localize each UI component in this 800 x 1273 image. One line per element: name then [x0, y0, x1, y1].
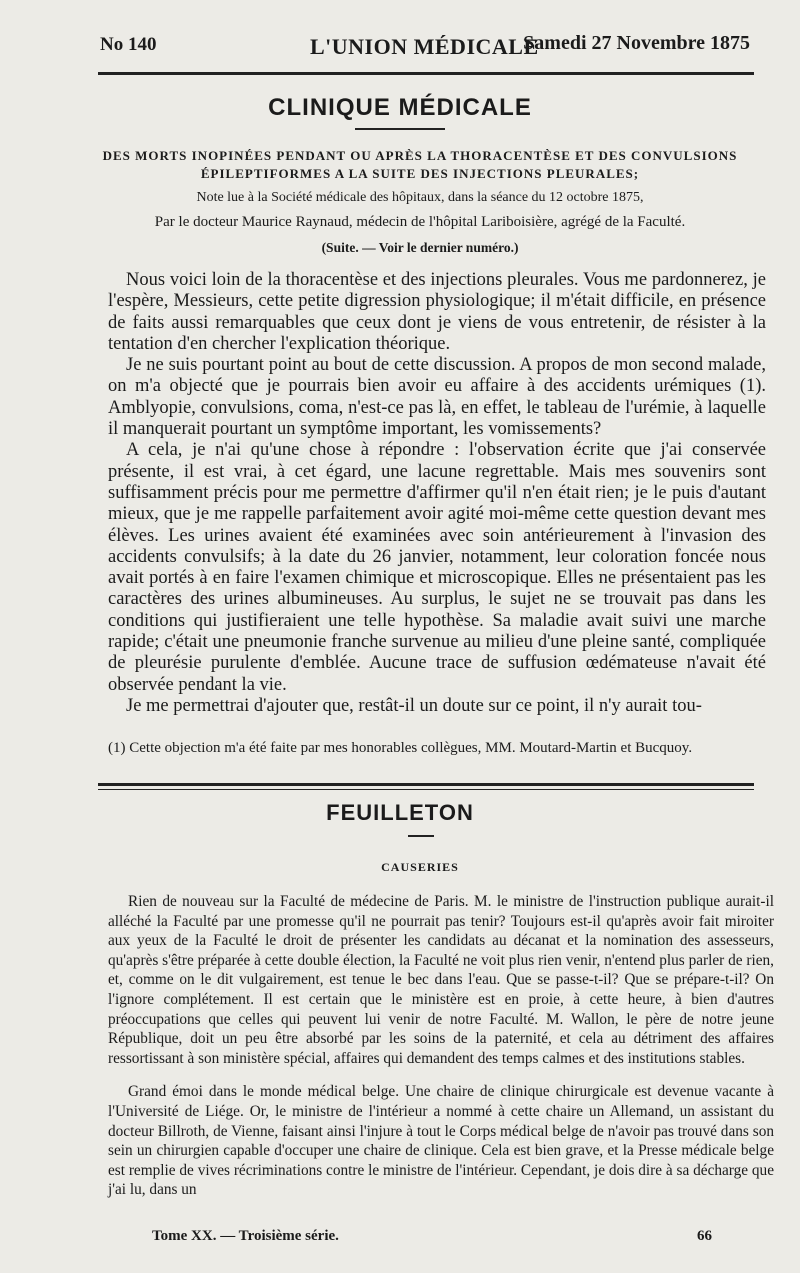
article-note: Note lue à la Société médicale des hôpitaux, dans la séance du 12 octobre 1875,: [196, 190, 644, 205]
issue-date: Samedi 27 Novembre 1875: [523, 32, 750, 54]
section-divider-top: [98, 783, 754, 786]
paragraph: Grand émoi dans le monde médical belge. Une chaire de clinique chirurgicale est devenue vacante à l'Université de Liége. Or, le ministre de l'intérieur a nommé à cette chaire un Allemand, un assistant du docteur Billroth, de Vienne, faisant ainsi l'injure à tout le Corps médical belge de n'avoir pas trouvé dans son sein un chirurgien capable d'occuper une chaire de clinique. Cela est bien grave, et la Presse médicale belge est remplie de vives récriminations contre le ministre de l'intérieur. Cependant, je dois dire à sa décharge que j'ai lu, dans un: [108, 1083, 774, 1199]
page-number: 66: [697, 1228, 712, 1244]
journal-title: L'UNION MÉDICALE: [310, 34, 539, 59]
paragraph: Je ne suis pourtant point au bout de cette discussion. A propos de mon second malade, on m'a objecté que je pourrais bien avoir eu affaire à des accidents urémiques (1). Amblyopie, convulsions, coma, n'est-ce pas là, en effet, le tableau de l'urémie, à laquelle il manquerait pourtant un symptôme important, les vomissements?: [108, 355, 766, 440]
article-author: Par le docteur Maurice Raynaud, médecin de l'hôpital Lariboisière, agrégé de la Faculté.: [154, 214, 686, 230]
article-title-line-1: DES MORTS INOPINÉES PENDANT OU APRÈS LA THORACENTÈSE ET DES CONVULSIONS: [102, 148, 738, 163]
title-underline: [355, 128, 445, 130]
feuilleton-subtitle: CAUSERIES: [381, 860, 459, 874]
feuilleton-underline: [408, 835, 434, 837]
paragraph: Nous voici loin de la thoracentèse et des injections pleurales. Vous me pardonnerez, je l'espère, Messieurs, cette petite digression physiologique; il m'était difficile, en présence de faits aussi remarquables que ceux dont je viens de vous entretenir, de résister à la tentation d'en chercher l'explication théorique.: [108, 270, 766, 354]
paragraph: A cela, je n'ai qu'une chose à répondre : l'observation écrite que j'ai conservée présente, il est vrai, à cet égard, une lacune regrettable. Mais mes souvenirs sont suffisamment précis pour me permettre d'affirmer qu'il n'en était rien; je le puis d'autant mieux, que je me rappelle parfaitement avoir agité moi-même cette question devant mes élèves. Les urines avaient été examinées avec soin antérieurement à l'invasion des accidents convulsifs; à la date du 26 janvier, notamment, leur coloration foncée nous avait portés à en faire l'examen chimique et microscopique. Elles ne présentaient pas les caractères des urines albumineuses. Au surplus, le sujet ne se trouvait pas dans les conditions qui justifieraient une telle hypothèse. Sa maladie avait suivi une marche rapide; c'était une pneumonie franche survenue au milieu d'une pleine santé, compliquée de pleurésie purulente d'emblée. Aucune trace de suffusion œdémateuse n'avait été observée pendant la vie.: [108, 440, 766, 695]
page-header: [100, 28, 750, 58]
feuilleton-section-title: FEUILLETON: [326, 800, 474, 825]
clinique-body: [108, 270, 766, 717]
clinique-section-title: CLINIQUE MÉDICALE: [268, 94, 532, 121]
footnote: (1) Cette objection m'a été faite par mes honorables collègues, MM. Moutard-Martin et Bucquoy.: [108, 740, 693, 756]
tome-label: Tome XX. — Troisième série.: [152, 1228, 339, 1244]
section-divider-bottom: [98, 789, 754, 790]
feuilleton-body: [108, 892, 774, 1200]
header-rule: [98, 72, 754, 75]
paragraph: Je me permettrai d'ajouter que, restât-il un doute sur ce point, il n'y aurait tou-: [126, 695, 702, 716]
paragraph: Rien de nouveau sur la Faculté de médecine de Paris. M. le ministre de l'instruction publique aurait-il alléché la Faculté par une promesse qu'il ne pourrait pas tenir? Toujours est-il qu'après avoir fait miroiter aux yeux de la Faculté le droit de présenter les candidats au décanat et la nomination des assesseurs, qu'après s'être préparée à cette double élection, la Faculté ne voit plus rien venir, n'entend plus parler de rien, et, comme on le dit vulgairement, est tenue le bec dans l'eau. Que se passe-t-il? Que se prépare-t-il? On l'ignore complétement. Il est certain que le ministère est en proie, à cette heure, à bien d'autres préoccupations que celles qui peuvent lui venir de notre Faculté. M. Wallon, le père de notre jeune République, doit un peu être absorbé par les soins de la paternité, et cela au détriment des affaires ressortissant à son ministère spécial, affaires qui demandent des temps calmes et des institutions stables.: [108, 893, 774, 1067]
article-suite: (Suite. — Voir le dernier numéro.): [321, 240, 519, 255]
issue-number: No 140: [100, 34, 157, 55]
article-title-line-2: ÉPILEPTIFORMES A LA SUITE DES INJECTIONS PLEURALES;: [200, 166, 640, 181]
